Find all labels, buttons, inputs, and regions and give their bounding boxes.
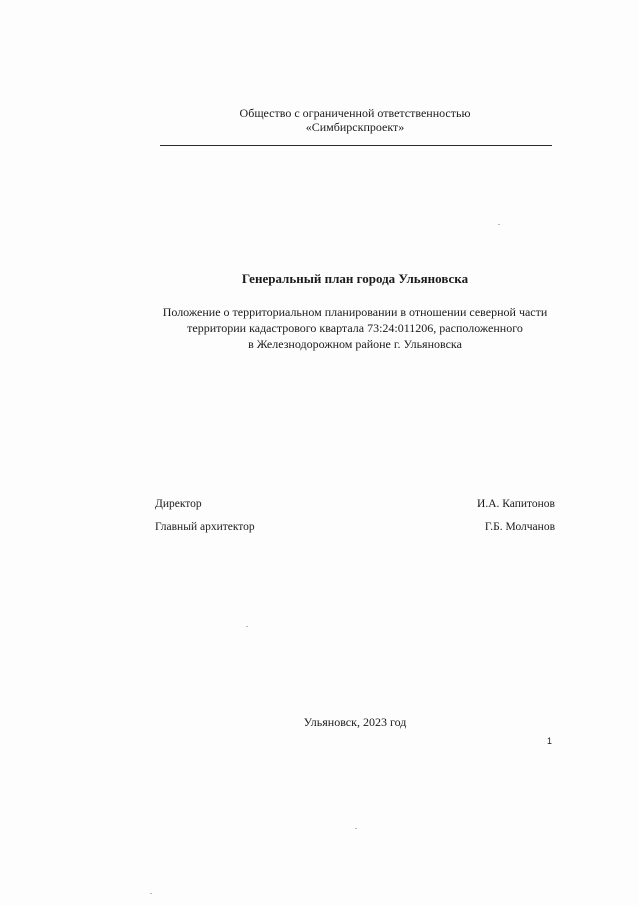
city-and-year: Ульяновск, 2023 год [303, 715, 407, 729]
header-divider [160, 145, 552, 146]
page-number: 1 [547, 736, 553, 746]
scan-speck [246, 626, 248, 627]
scan-speck [498, 224, 500, 225]
organization-name-line1: Общество с ограниченной ответственностью [239, 106, 471, 120]
signature-role-director: Директор [155, 498, 202, 510]
signature-role-chief-architect: Главный архитектор [155, 521, 255, 533]
document-title: Генеральный план города Ульяновска [241, 271, 469, 286]
signature-name-chief-architect: Г.Б. Молчанов [484, 521, 555, 533]
organization-name-line2: «Симбирскпроект» [305, 120, 405, 134]
scan-speck [355, 828, 357, 829]
document-subtitle-line2: территории кадастрового квартала 73:24:011206, расположенного [187, 321, 523, 335]
document-subtitle-line3: в Железнодорожном районе г. Ульяновска [248, 337, 462, 351]
document-subtitle-line1: Положение о территориальном планировании в отношении северной части [162, 305, 548, 319]
signature-name-director: И.А. Капитонов [477, 498, 555, 510]
scan-speck [150, 893, 152, 894]
